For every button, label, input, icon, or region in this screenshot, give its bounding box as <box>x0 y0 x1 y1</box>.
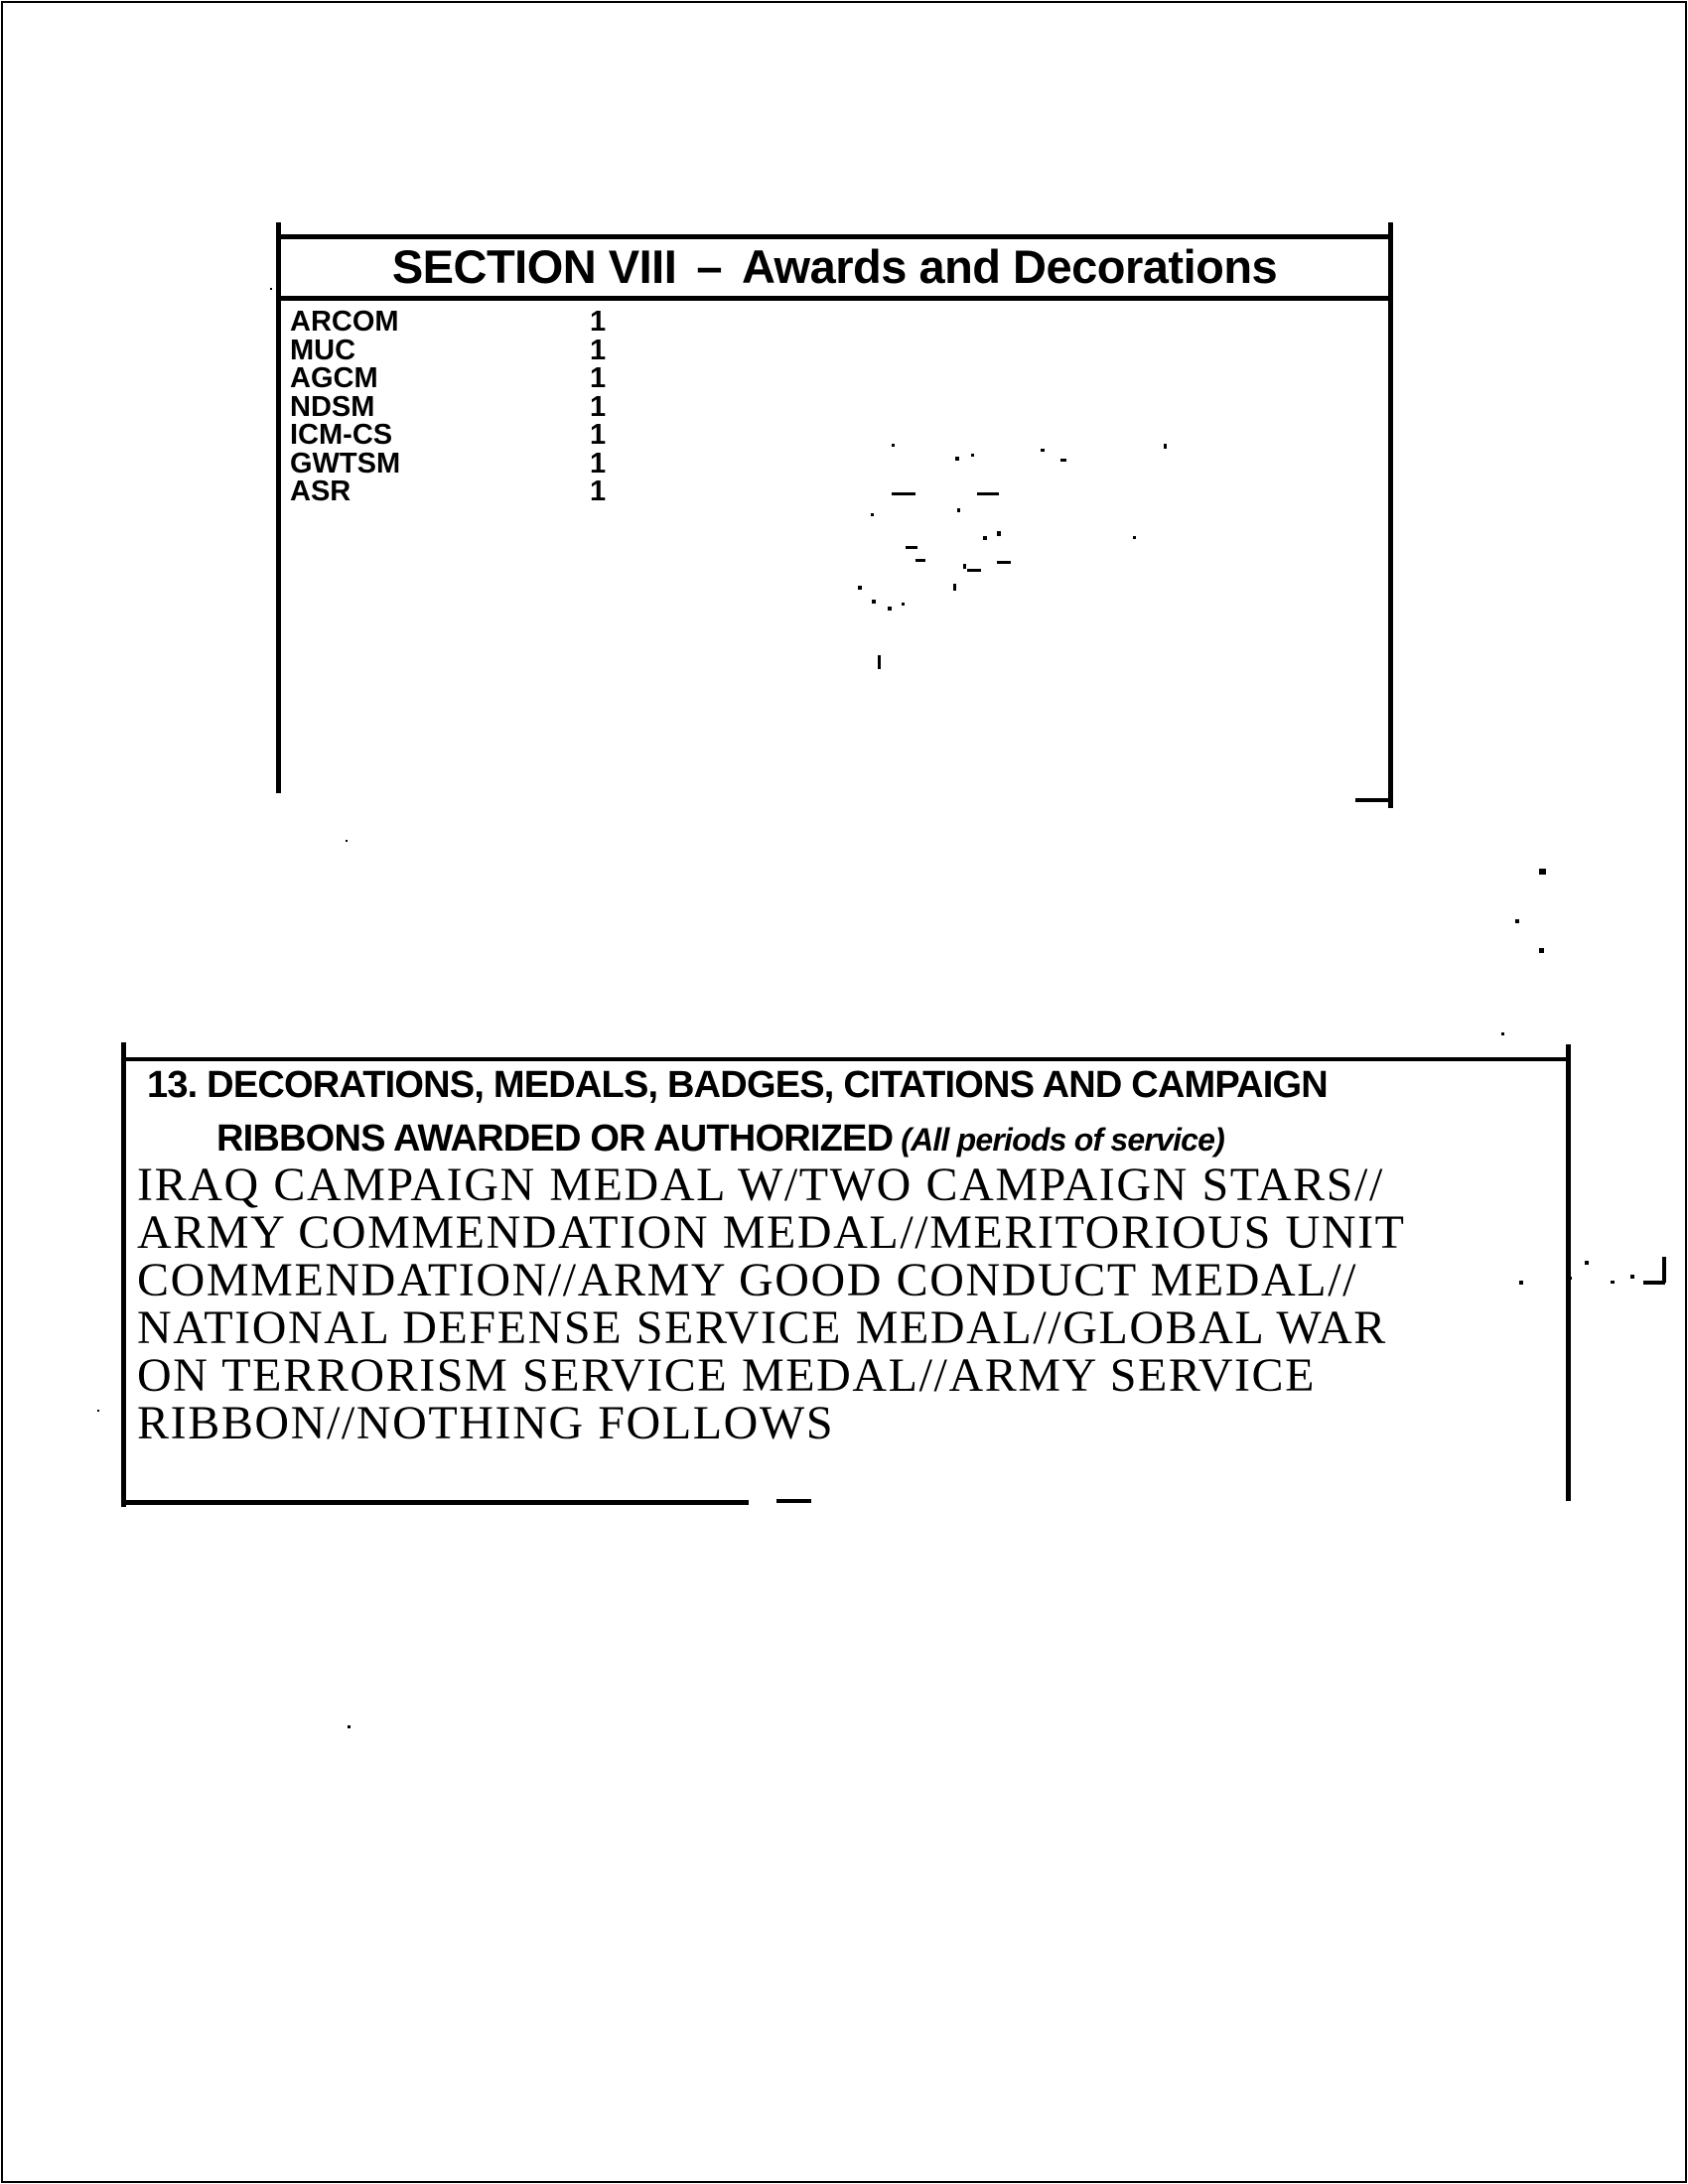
block-13-heading-line1: 13. DECORATIONS, MEDALS, BADGES, CITATIONS AND CAMPAIGN <box>147 1064 1328 1106</box>
award-count: 1 <box>590 447 607 479</box>
section-title-left: SECTION VIII <box>391 240 677 293</box>
box-bottom-tick <box>1355 798 1393 802</box>
box-bottom-rule-fragment <box>776 1499 811 1503</box>
decorations-line: RIBBON//NOTHING FOLLOWS <box>137 1397 835 1449</box>
block-13-heading-line2 <box>216 1118 1224 1160</box>
award-abbr: MUC <box>290 334 356 366</box>
section-viii-box <box>276 216 1393 802</box>
box-title-rule <box>276 296 1393 301</box>
block-13-box <box>121 1042 1571 1509</box>
award-row <box>290 478 606 506</box>
award-row <box>290 447 607 479</box>
award-count: 1 <box>590 362 607 394</box>
section-title <box>276 237 1393 296</box>
decorations-line: ARMY COMMENDATION MEDAL//MERITORIOUS UNIT <box>137 1206 1406 1259</box>
box-right-rule <box>1388 222 1393 808</box>
box-right-rule <box>1566 1044 1571 1501</box>
award-count: 1 <box>590 390 607 423</box>
award-abbr: ICM-CS <box>290 419 393 451</box>
decorations-text <box>137 1161 1406 1447</box>
box-left-rule <box>276 222 281 793</box>
award-abbr: NDSM <box>290 390 375 423</box>
block-13-heading-note: (All periods of service) <box>901 1122 1225 1158</box>
award-row <box>290 390 607 423</box>
decorations-line: COMMENDATION//ARMY GOOD CONDUCT MEDAL// <box>137 1254 1358 1306</box>
award-count: 1 <box>590 306 607 338</box>
award-row <box>290 421 606 450</box>
award-count: 1 <box>590 419 607 451</box>
award-row <box>290 334 607 366</box>
award-row <box>290 364 606 393</box>
section-title-right: Awards and Decorations <box>741 240 1278 293</box>
award-abbr: ARCOM <box>290 306 399 338</box>
award-count: 1 <box>590 476 607 507</box>
decorations-line: IRAQ CAMPAIGN MEDAL W/TWO CAMPAIGN STARS// <box>137 1159 1384 1211</box>
decorations-line: ON TERRORISM SERVICE MEDAL//ARMY SERVICE <box>137 1349 1317 1402</box>
section-title-dash: – <box>696 240 722 293</box>
award-count: 1 <box>590 334 607 366</box>
award-row <box>290 308 606 337</box>
box-top-rule <box>121 1057 1571 1061</box>
award-abbr: AGCM <box>290 362 378 394</box>
box-bottom-rule <box>121 1500 749 1505</box>
box-left-rule <box>121 1042 126 1507</box>
block-13-heading-text: RIBBONS AWARDED OR AUTHORIZED <box>216 1118 894 1160</box>
decorations-line: NATIONAL DEFENSE SERVICE MEDAL//GLOBAL WAR <box>137 1301 1387 1354</box>
award-abbr: GWTSM <box>290 447 401 479</box>
awards-list <box>290 308 606 506</box>
award-abbr: ASR <box>290 476 352 507</box>
